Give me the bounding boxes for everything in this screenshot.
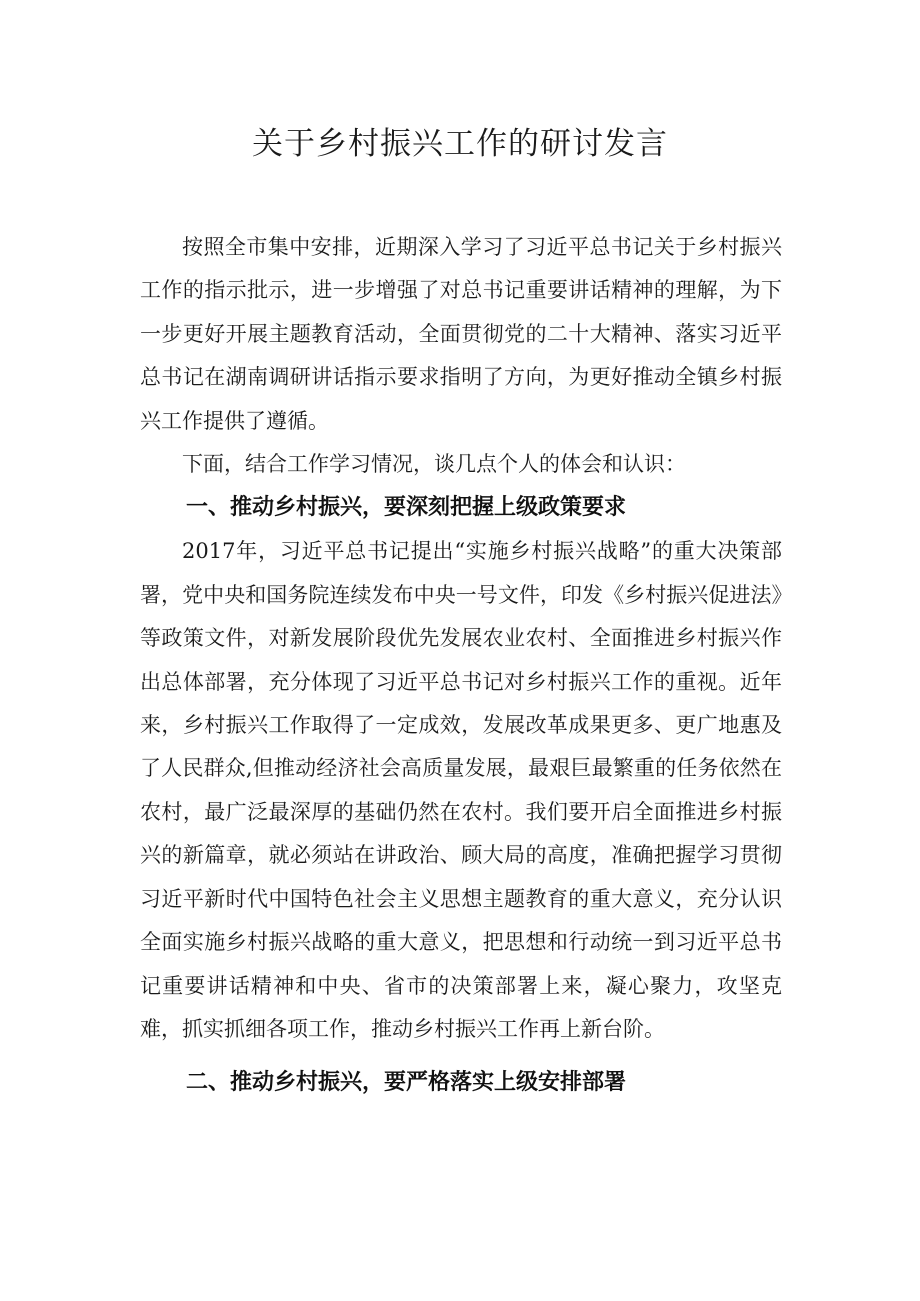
section-1-heading: 一、推动乡村振兴，要深刻把握上级政策要求 xyxy=(186,495,627,521)
section-2-heading: 二、推动乡村振兴，要严格落实上级安排部署 xyxy=(186,1070,627,1096)
document-title: 关于乡村振兴工作的研讨发言 xyxy=(252,126,668,162)
intro-paragraph: 按照全市集中安排，近期深入学习了习近平总书记关于乡村振兴工作的指示批示，进一步增强了对总书记重要讲话精神的理解，为下一步更好开展主题教育活动，全面贯彻党的二十大精神、落实习近平总书记在湖南调研讲话指示要求指明了方向，为更好推动全镇乡村振兴工作提供了遵循。 xyxy=(140,235,782,433)
lead-paragraph: 下面，结合工作学习情况，谈几点个人的体会和认识： xyxy=(182,452,686,477)
section-1-paragraph: 2017年，习近平总书记提出“实施乡村振兴战略”的重大决策部署，党中央和国务院连续发布中央一号文件，印发《乡村振兴促进法》等政策文件，对新发展阶段优先发展农业农村、全面推进乡村振兴作出总体部署，充分体现了习近平总书记对乡村振兴工作的重视。近年来，乡村振兴工作取得了一定成效，发展改革成果更多、更广地惠及了人民群众,但推动经济社会高质量发展，最艰巨最繁重的任务依然在农村，最广泛最深厚的基础仍然在农村。我们要开启全面推进乡村振兴的新篇章，就必须站在讲政治、顾大局的高度，准确把握学习贯彻习近平新时代中国特色社会主义思想主题教育的重大意义，充分认识全面实施乡村振兴战略的重大意义，把思想和行动统一到习近平总书记重要讲话精神和中央、省市的决策部署上来，凝心聚力，攻坚克难，抓实抓细各项工作，推动乡村振兴工作再上新台阶。 xyxy=(140,539,782,1041)
document-body xyxy=(140,226,782,1105)
